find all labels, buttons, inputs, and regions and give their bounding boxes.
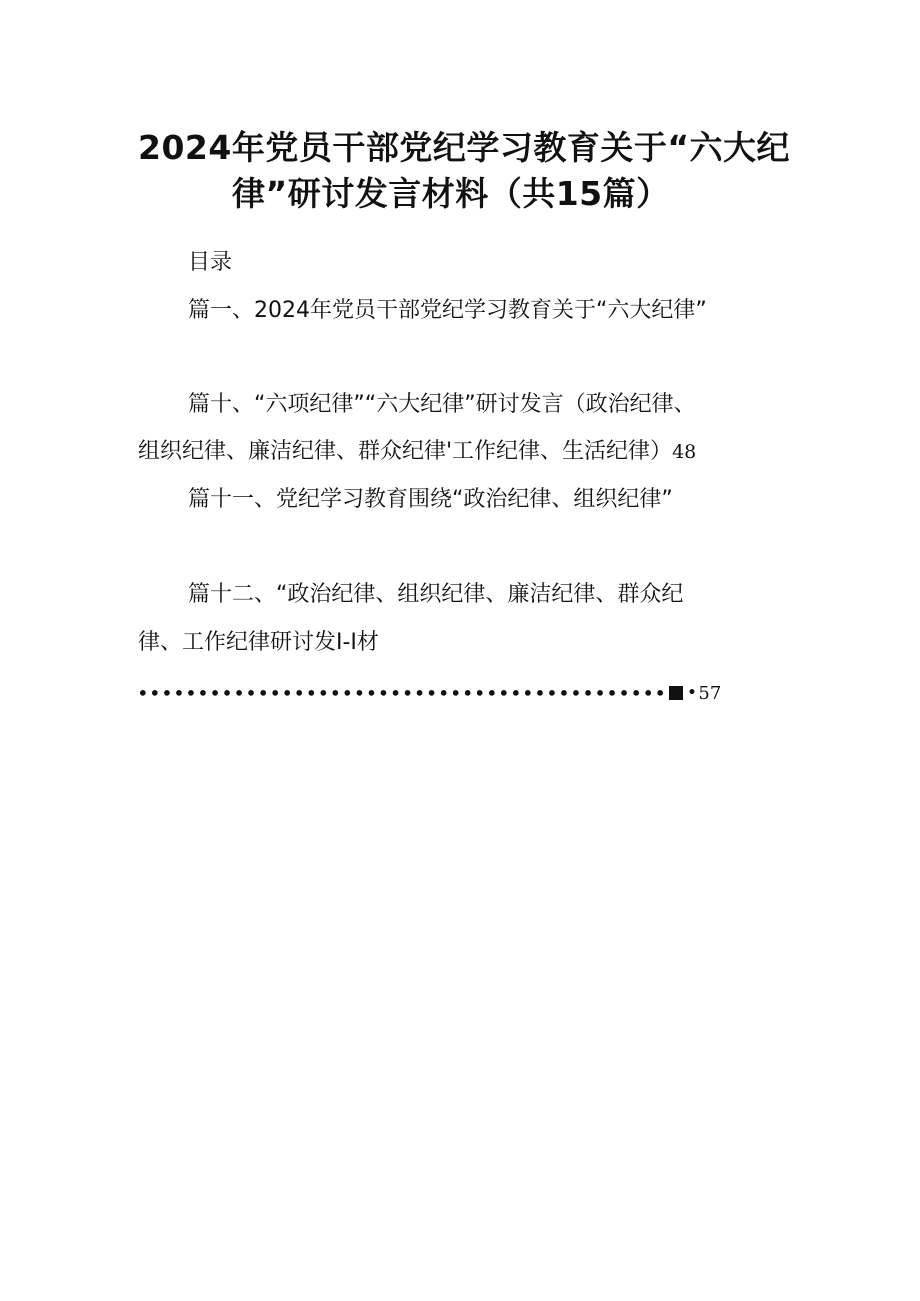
toc-entry-10-line-2[interactable] xyxy=(138,437,696,467)
dot-leader: •••••••••••••••••••••••••••••••••••••••••••• xyxy=(138,683,668,703)
document-title-line-2: 律”研讨发言材料（共15篇） xyxy=(232,174,670,213)
toc-entry-10-text-2: 组织纪律、廉洁纪律、群众纪律'工作纪律、生活纪律） xyxy=(138,439,673,464)
document-title-line-1: 2024年党员干部党纪学习教育关于“六大纪 xyxy=(138,128,791,167)
toc-entry-1[interactable] xyxy=(188,296,707,326)
toc-entry-10-text-1: 篇十、“六项纪律”“六大纪律”研讨发言（政治纪律、 xyxy=(188,392,696,417)
toc-entry-11[interactable] xyxy=(188,485,673,515)
toc-entry-11-text: 篇十一、党纪学习教育围绕“政治纪律、组织纪律” xyxy=(188,487,673,512)
toc-entry-12-line-2[interactable] xyxy=(138,628,379,658)
leader-dot-marker: • xyxy=(687,685,697,701)
toc-entry-12-page-number: 57 xyxy=(698,682,722,704)
toc-entry-1-text: 篇一、2024年党员干部党纪学习教育关于“六大纪律” xyxy=(188,298,707,323)
toc-entry-12-line-1[interactable] xyxy=(188,580,683,610)
toc-entry-10-page-number: 48 xyxy=(672,441,697,463)
square-marker-icon xyxy=(669,686,683,700)
toc-entry-12-text-2: 律、工作纪律研讨发I-I材 xyxy=(138,630,379,655)
toc-entry-12-text-1: 篇十二、“政治纪律、组织纪律、廉洁纪律、群众纪 xyxy=(188,582,684,607)
toc-entry-10-line-1[interactable] xyxy=(188,390,696,420)
toc-entry-12-leader-row xyxy=(138,680,721,706)
toc-heading: 目录 xyxy=(188,250,233,275)
